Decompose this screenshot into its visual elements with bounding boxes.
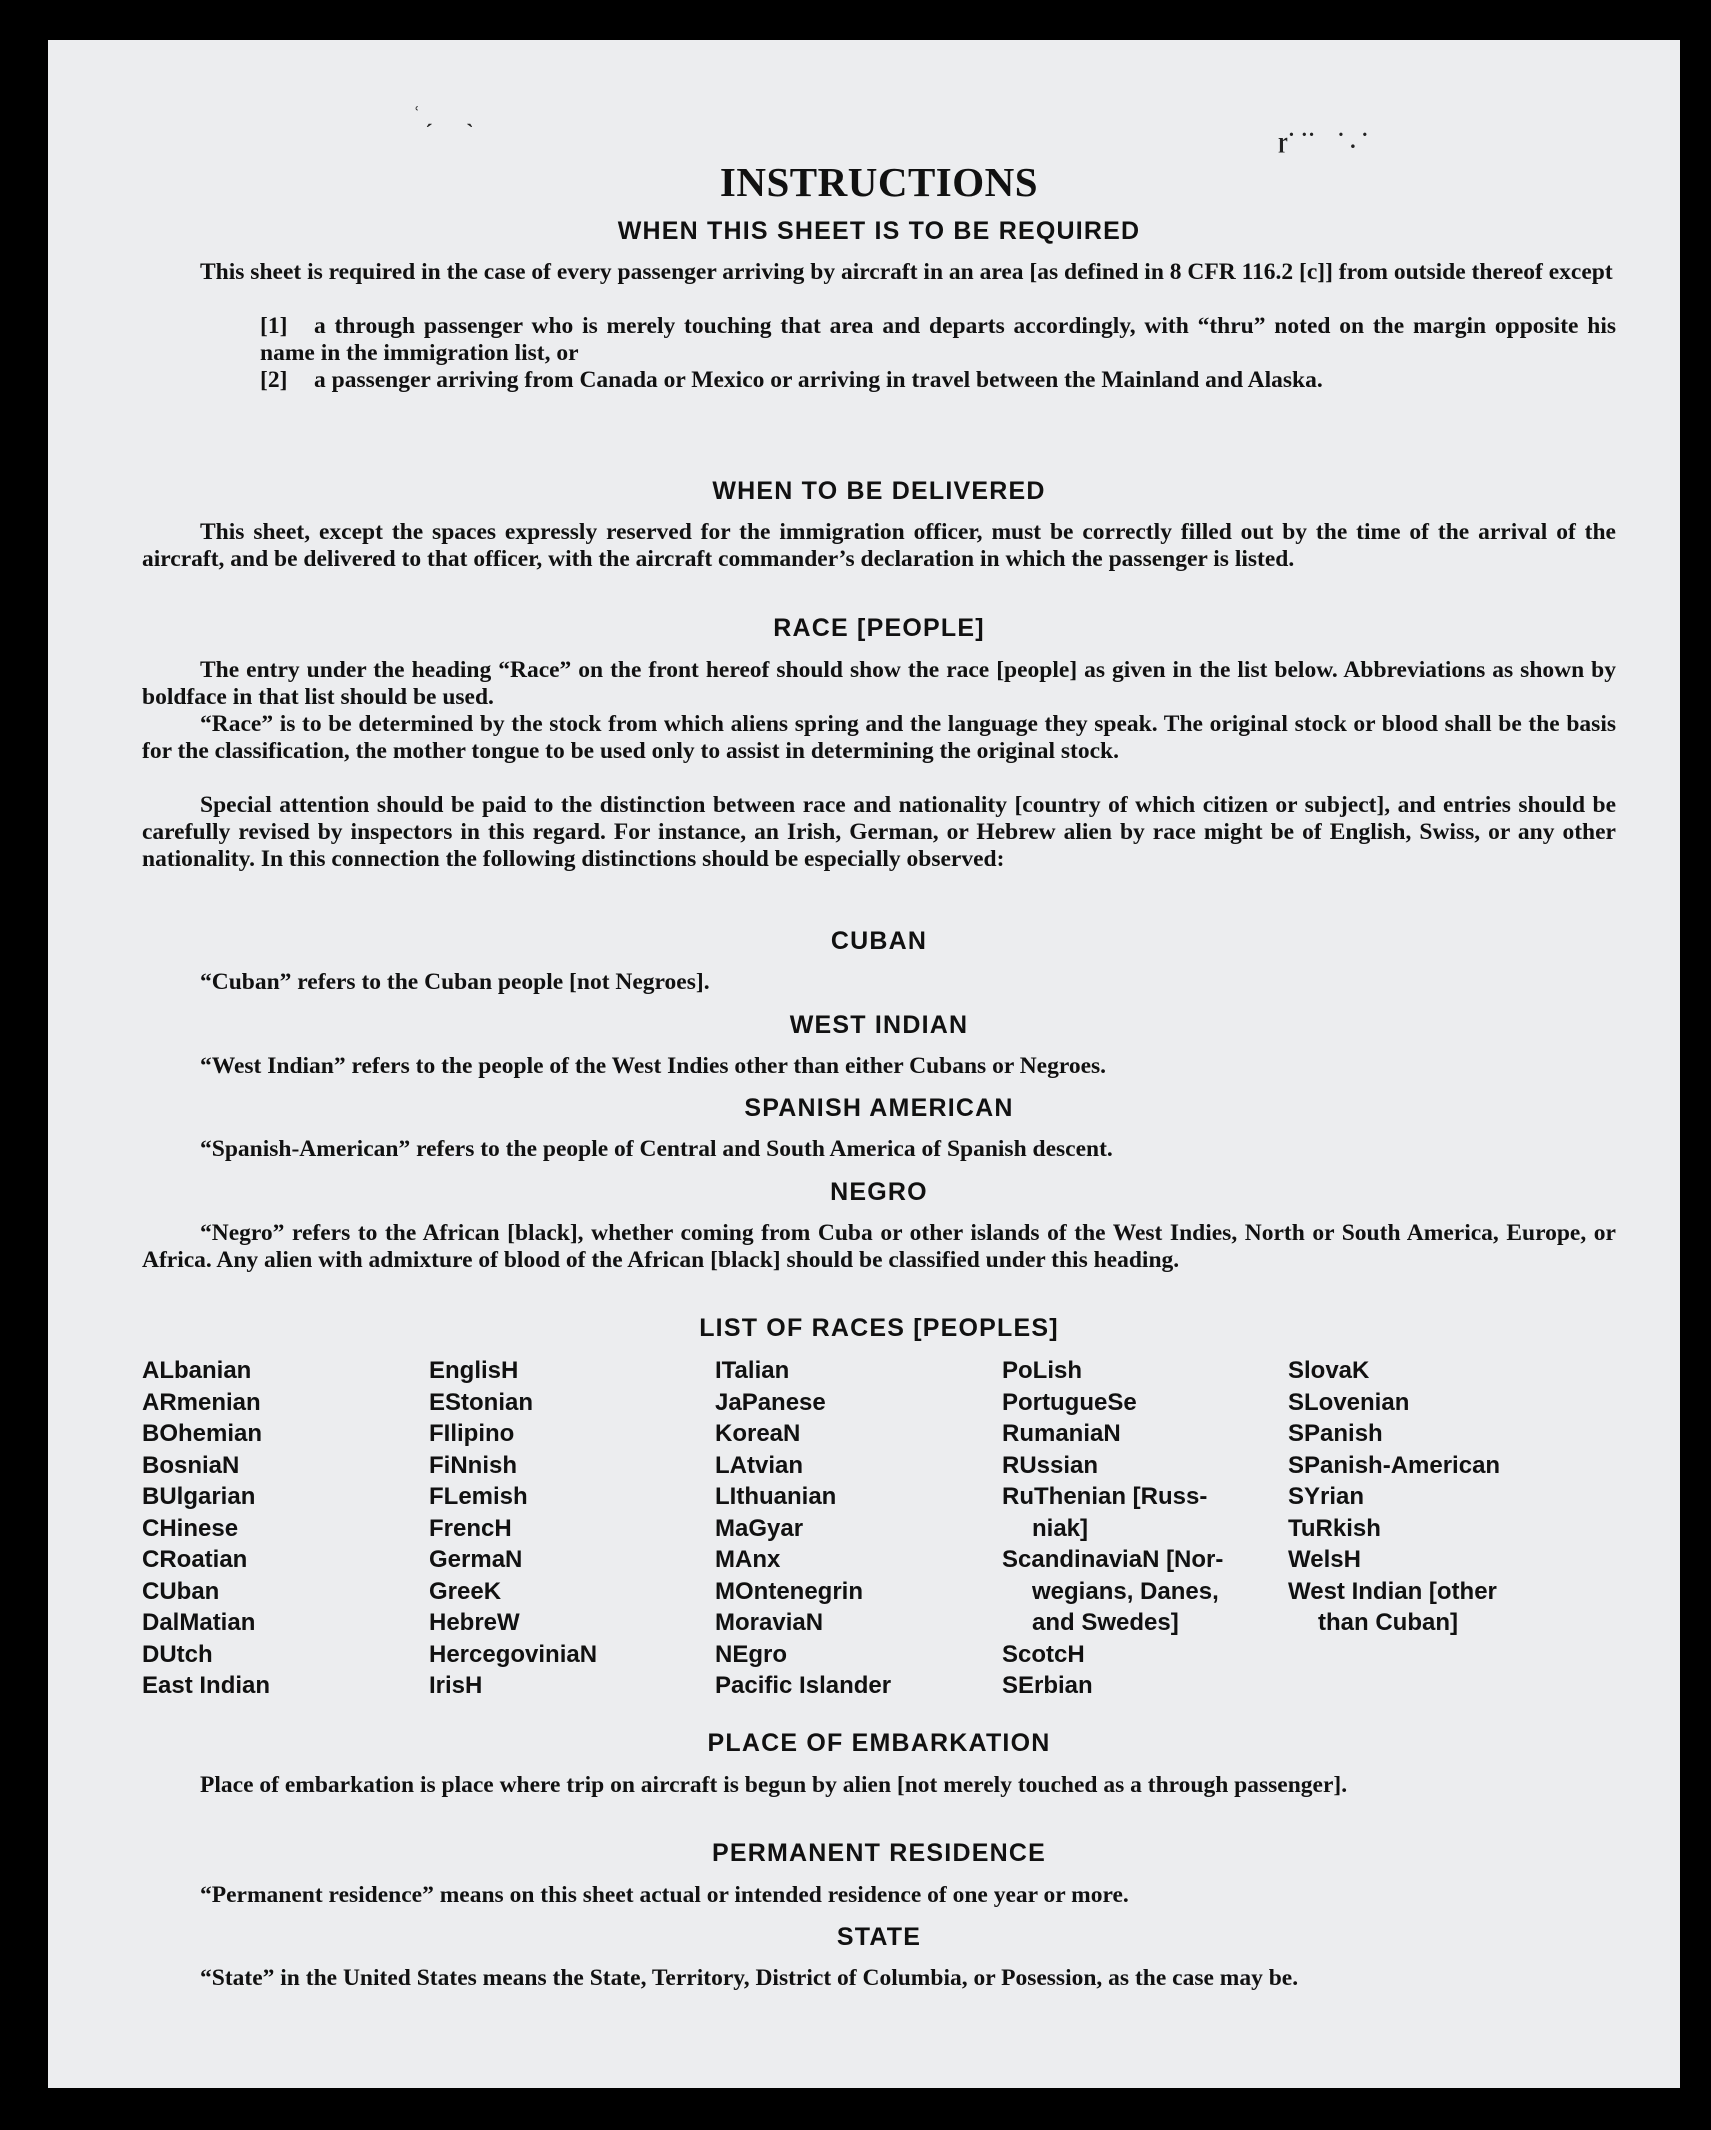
race-paragraph-2: “Race” is to be determined by the stock from which aliens spring and the language they speak. The original stock or blood shall be the basis for the classification, the mother tongue to be used only to assist in determining the original stock.: [142, 711, 1616, 764]
race-entry: LIthuanian: [715, 1483, 837, 1510]
race-entry: LAtvian: [715, 1451, 804, 1479]
race-entry: CUban: [142, 1577, 220, 1605]
west-indian-text: “West Indian” refers to the people of the West Indies other than either Cubans or Negroes.: [200, 1053, 1107, 1079]
race-entry: WelsH: [1288, 1546, 1361, 1573]
race-entry: GreeK: [429, 1577, 502, 1605]
race-entry: MaGyar: [715, 1514, 804, 1542]
race-entry: KoreaN: [715, 1420, 801, 1447]
races-column-5: [1288, 1355, 1500, 1639]
when-delivered-text: This sheet, except the spaces expressly reserved for the immigration officer, must be correctly filled out by the time of the arrival of the aircraft, and be delivered to that officer, with the aircraft commander’s declaration in which the passenger is listed.: [142, 519, 1616, 572]
when-required-item-1: [260, 313, 1616, 367]
race-entry: SPanish-American: [1288, 1451, 1501, 1479]
race-entry: RUssian: [1002, 1451, 1099, 1479]
race-entry: SYrian: [1288, 1483, 1365, 1510]
race-entry-continuation: niak]: [1032, 1514, 1089, 1542]
race-entry: DalMatian: [142, 1609, 256, 1636]
race-entry: FiNnish: [429, 1451, 517, 1479]
race-entry: ARmenian: [142, 1388, 261, 1416]
race-entry: EStonian: [429, 1388, 534, 1416]
heading-state: STATE: [836, 1923, 922, 1951]
stray-marks-right: ɼ˙ ˙˙ ˙ . ˙: [1278, 128, 1369, 153]
heading-permanent-residence: PERMANENT RESIDENCE: [712, 1839, 1046, 1867]
races-column-1: [142, 1355, 270, 1702]
race-paragraph-3: Special attention should be paid to the distinction between race and nationality [country of which citizen or subject], and entries should be carefully revised by inspectors in this regard. For instance, an Irish, German, or Hebrew alien by race might be of English, Swiss, or any other nationality. In this connection the following distinctions should be especially observed:: [142, 792, 1616, 872]
race-entry-continuation: wegians, Danes,: [1032, 1577, 1219, 1605]
race-entry: MOntenegrin: [715, 1577, 863, 1605]
race-entry: SErbian: [1002, 1672, 1093, 1699]
race-entry: West Indian [other: [1288, 1577, 1497, 1605]
heading-west-indian: WEST INDIAN: [789, 1011, 969, 1039]
race-entry: SPanish: [1288, 1420, 1383, 1447]
race-entry: SlovaK: [1288, 1357, 1370, 1384]
heading-spanish-american: SPANISH AMERICAN: [744, 1094, 1014, 1122]
race-entry: East Indian: [142, 1672, 271, 1699]
race-entry: BosniaN: [142, 1451, 240, 1479]
document-page: [48, 40, 1680, 2088]
race-entry-continuation: and Swedes]: [1032, 1609, 1179, 1636]
stray-marks: ʿ ˏ ˎ: [413, 102, 474, 127]
race-entry: FIlipino: [429, 1420, 515, 1447]
race-entry: JaPanese: [715, 1388, 826, 1416]
race-entry: MAnx: [715, 1546, 781, 1573]
item-number: [1]: [260, 313, 288, 339]
race-entry: HercegoviniaN: [429, 1640, 598, 1668]
race-entry: ALbanian: [142, 1357, 252, 1384]
race-entry-continuation: than Cuban]: [1318, 1609, 1458, 1636]
race-entry: IrisH: [429, 1672, 483, 1699]
race-entry: BOhemian: [142, 1420, 263, 1447]
state-text: “State” in the United States means the State, Territory, District of Columbia, or Posession, as the case may be.: [200, 1965, 1299, 1991]
race-entry: TuRkish: [1288, 1514, 1381, 1542]
race-entry: FrencH: [429, 1514, 512, 1542]
race-entry: HebreW: [429, 1609, 520, 1636]
permanent-residence-text: “Permanent residence” means on this sheet actual or intended residence of one year or more.: [200, 1882, 1129, 1908]
race-entry: Pacific Islander: [715, 1672, 892, 1699]
race-entry: ScandinaviaN [Nor-: [1002, 1546, 1224, 1573]
heading-embarkation: PLACE OF EMBARKATION: [707, 1729, 1051, 1757]
heading-race: RACE [PEOPLE]: [773, 614, 985, 642]
item-text: a through passenger who is merely touching that area and departs accordingly, with “thru” noted on the margin opposite his name in the immigration list, or: [260, 313, 1616, 366]
race-entry: CRoatian: [142, 1546, 248, 1573]
race-entry: BUlgarian: [142, 1483, 256, 1510]
cuban-text: “Cuban” refers to the Cuban people [not Negroes].: [200, 969, 710, 995]
race-entry: FLemish: [429, 1483, 528, 1510]
item-number: [2]: [260, 367, 288, 393]
negro-text: “Negro” refers to the African [black], whether coming from Cuba or other islands of the West Indies, North or South America, Europe, or Africa. Any alien with admixture of blood of the African [black] should be classified under this heading.: [142, 1220, 1616, 1273]
heading-list-of-races: LIST OF RACES [PEOPLES]: [699, 1314, 1059, 1342]
race-entry: MoraviaN: [715, 1609, 824, 1636]
race-entry: SLovenian: [1288, 1388, 1410, 1416]
item-text: a passenger arriving from Canada or Mexico or arriving in travel between the Mainland and Alaska.: [314, 367, 1323, 393]
spanish-american-text: “Spanish-American” refers to the people of Central and South America of Spanish descent.: [200, 1136, 1113, 1162]
embarkation-text: Place of embarkation is place where trip on aircraft is begun by alien [not merely touched as a through passenger].: [200, 1772, 1348, 1798]
race-entry: RumaniaN: [1002, 1420, 1121, 1447]
heading-when-delivered: WHEN TO BE DELIVERED: [712, 477, 1046, 505]
heading-when-required: WHEN THIS SHEET IS TO BE REQUIRED: [617, 217, 1141, 245]
race-entry: DUtch: [142, 1640, 213, 1668]
race-entry: RuThenian [Russ-: [1002, 1483, 1208, 1510]
page-title: INSTRUCTIONS: [719, 159, 1039, 205]
heading-negro: NEGRO: [830, 1178, 928, 1206]
race-entry: EnglisH: [429, 1357, 519, 1384]
races-column-2: [429, 1355, 597, 1702]
race-entry: NEgro: [715, 1640, 787, 1668]
race-entry: PortugueSe: [1002, 1388, 1137, 1416]
when-required-intro: This sheet is required in the case of every passenger arriving by aircraft in an area [as defined in 8 CFR 116.2 [c]] from outside thereof except: [200, 259, 1613, 285]
races-column-4: [1002, 1355, 1223, 1702]
when-required-item-2: [260, 367, 1616, 394]
heading-cuban: CUBAN: [830, 927, 928, 955]
race-entry: ITalian: [715, 1357, 790, 1384]
races-column-3: [715, 1355, 891, 1702]
race-entry: ScotcH: [1002, 1640, 1085, 1668]
race-entry: GermaN: [429, 1546, 523, 1573]
race-entry: CHinese: [142, 1514, 239, 1542]
race-paragraph-1: The entry under the heading “Race” on the front hereof should show the race [people] as given in the list below. Abbreviations as shown by boldface in that list should be used.: [142, 657, 1616, 710]
race-entry: PoLish: [1002, 1357, 1083, 1384]
